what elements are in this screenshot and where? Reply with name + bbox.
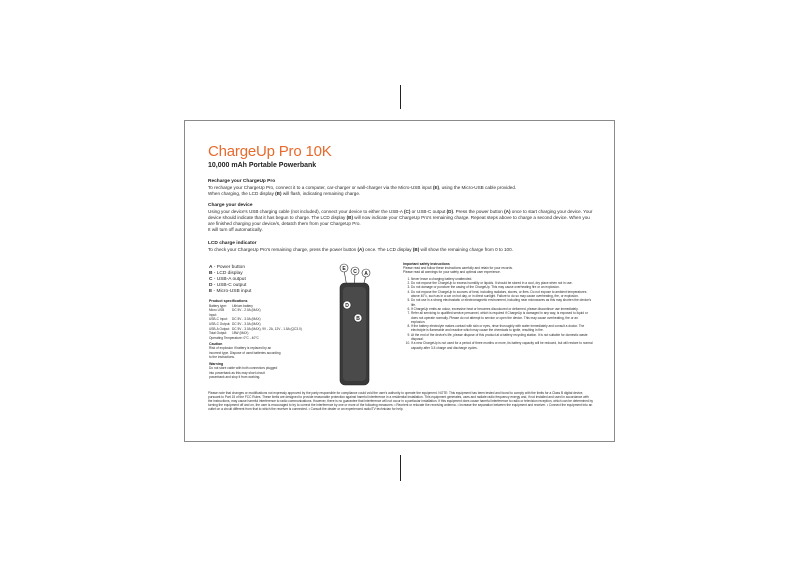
spec-row: USB-C Input: DC 5V - 3.0A (MAX) [209,317,261,322]
safety-item: 7. Refer all servicing to qualified service personnel, which is required if ChargeUp is damaged in any way, is exposed to liquid or does not operate normally. Please do not attempt to service or open the device. This may cause overheating, fire or an explosion. [411,311,593,324]
safety-item: 6. If ChargeUp emits an odour, excessive heat or becomes discoloured or deformed, please discontinue use immediately. [411,307,593,311]
callout-label-b: B [356,315,360,322]
callout-label-e: E [342,265,346,272]
spec-row: Micro USB Input: DC 5V - 2.0A (MAX) [209,308,261,317]
safety-item: 10. If a new ChargeUp is not used for a period of three months or more, its battery capacity will be reduced, but will restore to normal capacity after 3-5 charge and discharge cycles. [411,341,593,349]
product-subtitle: 10,000 mAh Portable Powerbank [208,162,317,169]
charge-device-heading: Charge your device [208,203,253,208]
safety-item: 3. Do not damage or puncture the casing of the ChargeUp. This may cause overheating fire or an explosion. [411,285,593,289]
lcd-section [208,241,593,253]
recharge-heading: Recharge your ChargeUp Pro [208,179,276,184]
safety-intro: Please read and follow these instructions carefully and retain for your records. [403,266,513,271]
spec-row: Total Output: 18W (MAX) [209,331,249,336]
safety-item: 9. At the end of the device's life, please dispose of this product at a battery recycling station. It is not suitable for domestic waste disposal. [411,333,593,341]
charge-device-section [208,203,593,233]
spec-row: Operating Temperature: 0°C - 40°C [209,335,259,340]
product-specifications [209,299,309,340]
spec-row: USB-C Output: DC 5V - 3.0A (MAX) [209,321,261,326]
legend-item: B - LCD display [209,271,243,276]
caution-warning-block [209,342,281,379]
parts-legend [209,265,251,295]
safety-item: 1. Never leave a charging battery unattended. [411,277,593,281]
recharge-text: To recharge your ChargeUp Pro, connect it to a computer, car-charger or wall-charger via the Micro-USB input (E), using the Micro-USB cable provided. When charging, the LCD display (B) will flash, indicating remaining charge. [208,185,517,196]
safety-item: 2. Do not expose the ChargeUp to excess humidity or liquids. It should be stored in a cool, dry place when not in use. [411,281,593,285]
spec-row: USB-A Output: DC 5V - 3.0A (MAX), 9V - 2A, 12V - 1.5A (QC3.0) [209,326,302,331]
safety-item: 8. If the battery electrolyte makes contact with skin or eyes, rinse thoroughly with water immediately and consult a doctor. The electrolyte is flammable and reactive which may cause the chemicals to ignite, resulting in fire. [411,324,593,332]
spec-row: Battery type: Lithium battery [209,303,253,308]
warning-heading: Warning [209,362,224,367]
legend-item: E - Micro-USB input [209,289,252,294]
safety-item: 5. Do not use in a strong electrostatic or electromagnetic environment, including near microwaves as this may shorten the device's life. [411,298,593,306]
callout-label-c: C [353,268,357,275]
recharge-section [208,179,593,197]
instruction-sheet [184,120,615,442]
powerbank-illustration [335,261,375,389]
safety-intro: Please read all warnings for your safety and optimal user experience. [403,270,501,275]
charge-device-text: Using your device's USB charging cable (not included), connect your device to either the USB-A (C) or USB-C output (D). Press the power button (A) once to start charging your device. Your device should indicate that it has begun to charge. The LCD display (B) will now indicate your ChargeUp Pro's remaining charge. Repeat steps above to charge a second device. When you are finished charging your device/s, detatch them from your ChargeUp Pro. It will turn off automatically. [208,209,593,232]
callout-label-a: A [364,270,368,277]
product-title: ChargeUp Pro 10K [208,143,332,160]
lcd-heading: LCD charge indicator [208,241,257,246]
caution-heading: Caution [209,342,223,346]
safety-item: 4. Do not expose the ChargeUp to sources of heat, including radiators, stoves, or fires. Do not expose to ambient temperatures above 40°c, such as in a car on hot day, or in direct sunlight. Failure to do so may cause overheating, fire, or explosion. [411,290,593,298]
legend-item: C - USB-A output [209,277,246,282]
safety-instructions [403,262,593,350]
lcd-text: To check your ChargeUp Pro's remaining charge, press the power button (A) once. The LCD display (B) will show the remaining charge from 0 to 100. [208,247,513,252]
callout-label-d: D [345,302,349,309]
legend-item: A - Power button [209,265,245,270]
safety-list [403,277,593,350]
warning-text: Do not store cable with both connectors plugged into powerbank as this may short circuit powerbank and stop it from working. [209,366,278,380]
safety-heading: Important safety instructions [403,262,450,266]
fcc-notice: Please note that changes or modifications not expressly approved by the party responsible for compliance could void the user's authority to operate the equipment. NOTE: This equipment has been tested and found to comply with the limits for a Class B digital device, pursuant to Part 15 of the FCC Rules. These limits are designed to provide reasonable protection against harmful interference in a residential installation. This equipment generates, uses and radiate radio frequency energy and, if not installed and used in accordance with the instructions, may cause harmful interference to radio communications. However, there is no guarantee that interference will not occur in a particular installation. If this equipment does cause harmful interference to radio or television reception, which can be determined by turning the equipment off and on, the user is encouraged to try to correct the interference by one or more of the following measures: • Reorient or relocate the receiving antenna. • Increase the separation between the equipment and receiver. • Connect the equipment into an outlet on a circuit different from that to which the receiver is connected. • Consult the dealer or an experienced radio/TV technician for help. [208,391,594,412]
specs-heading: Product specifications [209,299,248,303]
crop-mark-top [400,85,401,109]
legend-item: D - USB-C output [209,283,247,288]
crop-mark-bottom [400,455,401,481]
caution-text: Risk of explosion if battery is replaced by an incorrect type. Dispose of used batteries according to the instructions. [209,346,281,359]
